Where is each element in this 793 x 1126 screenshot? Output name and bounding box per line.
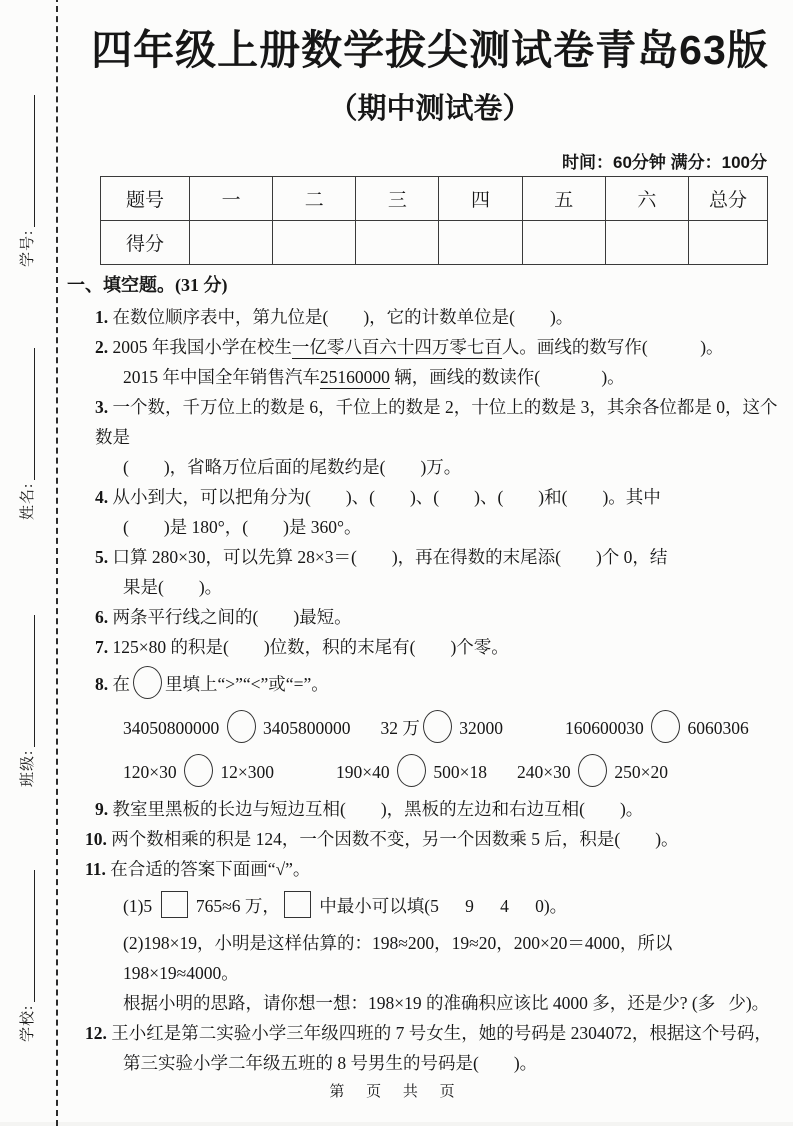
sidebar-field-label: 学校: [20,1004,36,1042]
page-footer: 第 页 共 页 [329,1084,464,1100]
question-line: 2015 年中国全年销售汽车25160000 辆，画线的数读作( )。 [123,367,625,387]
sidebar-field-name [16,330,40,520]
sidebar-field-blank-line[interactable] [19,348,35,480]
score-col-header: 总分 [689,177,768,221]
question-line: ( )是 180°，( )是 360°。 [123,517,362,537]
time-score-meta: 时间：60分钟 满分：100分 [562,153,767,172]
page-title: 四年级上册数学拔尖测试卷青岛63版 [91,27,769,73]
question-line: 果是( )。 [123,577,223,597]
question-line: 11. 在合适的答案下面画“√”。 [85,859,311,879]
underlined-value: 一亿零八百六十四万零七百 [291,337,502,357]
question-line: (2)198×19，小明是这样估算的：198≈200，19≈20，200×20＝4000，所以 198×19≈4000。 [123,933,677,983]
score-col-header: 二 [273,177,356,221]
score-col-header: 六 [605,177,688,221]
score-cell[interactable] [522,221,605,265]
question-line: 1. 在数位顺序表中，第九位是( )，它的计数单位是( )。 [95,307,574,327]
questions-section [67,268,781,1078]
section-heading: 一、填空题。(31 分) [67,275,228,295]
score-cell[interactable] [439,221,522,265]
score-row-label: 得分 [101,221,190,265]
sidebar-field-blank-line[interactable] [19,95,35,227]
sidebar-field-label: 姓名: [20,482,36,520]
score-table-corner-label: 题号 [101,177,190,221]
sidebar-field-blank-line[interactable] [19,615,35,747]
question-number: 7. [95,637,109,657]
score-table [100,176,768,265]
page-subtitle: （期中测试卷） [328,93,532,125]
answer-box-blank[interactable] [284,891,311,918]
question-line: 10. 两个数相乘的积是 124，一个因数不变，另一个因数乘 5 后，积是( )。 [85,829,679,849]
question-line: 6. 两条平行线之间的( )最短。 [95,607,352,627]
compare-circle-blank[interactable] [133,666,162,699]
binding-dashed-line [56,0,58,1126]
score-col-header: 一 [190,177,273,221]
score-cell[interactable] [190,221,273,265]
question-number: 3. [95,397,109,417]
paper-header [90,24,770,130]
question-number: 6. [95,607,109,627]
score-col-header: 五 [522,177,605,221]
question-number: 2. [95,337,109,357]
question-number: 9. [95,799,109,819]
question-number: 10. [85,829,107,849]
question-number: 8. [95,674,109,694]
compare-circle-blank[interactable] [397,754,426,787]
score-cell[interactable] [605,221,688,265]
score-cell[interactable] [689,221,768,265]
sidebar-field-class [16,597,40,787]
question-line: 4. 从小到大，可以把角分为( )、( )、( )、( )和( )。其中 [95,487,661,507]
question-number: 11. [85,859,106,879]
compare-circle-blank[interactable] [184,754,213,787]
score-table-header-row [101,177,768,221]
question-line: 2. 2005 年我国小学在校生一亿零八百六十四万零七百人。画线的数写作( )。 [95,337,724,357]
question-number: 4. [95,487,109,507]
sidebar-field-label: 班级: [20,749,36,787]
sidebar-field-blank-line[interactable] [19,870,35,1002]
question-line: 5. 口算 280×30，可以先算 28×3＝( )，再在得数的末尾添( )个 0，结 [95,547,668,567]
sidebar-field-student-id [16,77,40,267]
question-line: 第三实验小学二年级五班的 8 号男生的号码是( )。 [123,1053,538,1073]
score-cell[interactable] [356,221,439,265]
compare-circle-blank[interactable] [651,710,680,743]
compare-circle-blank[interactable] [423,710,452,743]
score-col-header: 三 [356,177,439,221]
compare-circle-blank[interactable] [578,754,607,787]
question-line: (1)5 765≈6 万， 中最小可以填(5 9 4 0)。 [95,884,781,928]
score-table-score-row [101,221,768,265]
answer-box-blank[interactable] [161,891,188,918]
question-line: 7. 125×80 的积是( )位数，积的末尾有( )个零。 [95,637,509,657]
question-line: 根据小明的思路，请你想一想：198×19 的准确积应该比 4000 多，还是少? (多 少)。 [123,993,770,1013]
question-line: 3. 一个数，千万位上的数是 6，千位上的数是 2，十位上的数是 3，其余各位都是 0，这个数是 [95,397,778,447]
question-line: 120×30 12×300 190×40 500×18 240×30 250×20 [95,750,781,794]
score-cell[interactable] [273,221,356,265]
compare-circle-blank[interactable] [227,710,256,743]
question-line: ( )，省略万位后面的尾数约是( )万。 [123,457,462,477]
question-line: 8. 在 里填上“>”“<”或“=”。 [95,662,781,706]
sidebar-field-label: 学号: [20,229,36,267]
score-col-header: 四 [439,177,522,221]
question-line: 12. 王小红是第二实验小学三年级四班的 7 号女生，她的号码是 2304072，根据这个号码， [85,1023,772,1043]
question-number: 5. [95,547,109,567]
question-line: 34050800000 3405800000 32 万 32000 160600030 6060306 [95,706,781,750]
underlined-value: 25160000 [319,367,390,387]
question-number: 1. [95,307,109,327]
question-number: 12. [85,1023,107,1043]
sidebar-field-school [16,852,40,1042]
question-line: 9. 教室里黑板的长边与短边互相( )，黑板的左边和右边互相( )。 [95,799,644,819]
